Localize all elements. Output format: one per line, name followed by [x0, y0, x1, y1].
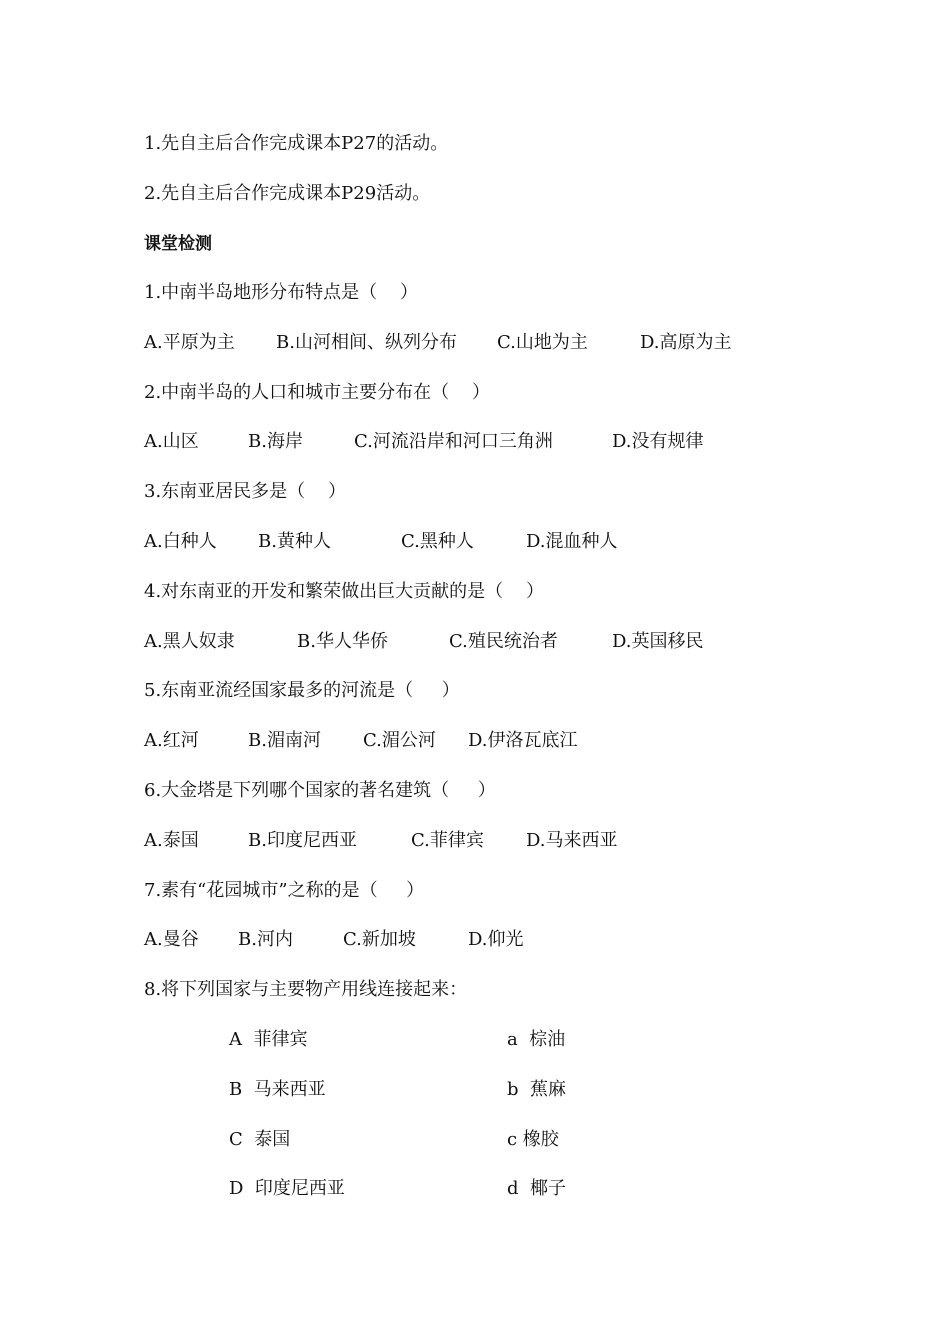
question-5-option-c: C.湄公河 — [363, 730, 436, 751]
question-3-option-a: A.白种人 — [144, 531, 217, 552]
matching-country-c: C 泰国 — [229, 1129, 291, 1150]
question-4-option-a: A.黑人奴隶 — [144, 631, 235, 652]
question-4-option-d: D.英国移民 — [612, 631, 704, 652]
question-7-option-b: B.河内 — [238, 929, 293, 950]
matching-country-d: D 印度尼西亚 — [229, 1178, 345, 1199]
question-6-option-a: A.泰国 — [144, 830, 199, 851]
question-3-option-b: B.黄种人 — [258, 531, 331, 552]
question-2-option-c: C.河流沿岸和河口三角洲 — [354, 431, 553, 452]
question-7-option-c: C.新加坡 — [343, 929, 416, 950]
question-2-option-a: A.山区 — [144, 431, 199, 452]
matching-product-c: c 橡胶 — [507, 1129, 559, 1150]
matching-product-b: b 蕉麻 — [507, 1079, 566, 1100]
matching-product-a: a 棕油 — [507, 1029, 566, 1050]
question-1-option-d: D.高原为主 — [640, 332, 732, 353]
question-2-stem: 2.中南半岛的人口和城市主要分布在（ ） — [144, 382, 491, 403]
question-6-option-b: B.印度尼西亚 — [248, 830, 357, 851]
matching-country-b: B 马来西亚 — [229, 1079, 326, 1100]
question-6-stem: 6.大金塔是下列哪个国家的著名建筑（ ） — [144, 780, 496, 801]
question-7-option-a: A.曼谷 — [144, 929, 199, 950]
section-title: 课堂检测 — [144, 234, 212, 254]
question-7-option-d: D.仰光 — [468, 929, 524, 950]
question-2-option-d: D.没有规律 — [612, 431, 704, 452]
question-6-option-c: C.菲律宾 — [411, 830, 484, 851]
activity-2: 2.先自主后合作完成课本P29活动。 — [144, 183, 431, 204]
question-3-stem: 3.东南亚居民多是（ ） — [144, 481, 347, 502]
question-3-option-d: D.混血种人 — [526, 531, 618, 552]
question-5-option-d: D.伊洛瓦底江 — [468, 730, 578, 751]
question-5-stem: 5.东南亚流经国家最多的河流是（ ） — [144, 680, 460, 701]
question-7-stem: 7.素有“花园城市”之称的是（ ） — [144, 880, 425, 901]
question-3-option-c: C.黑种人 — [401, 531, 474, 552]
matching-stem: 8.将下列国家与主要物产用线连接起来： — [144, 979, 468, 1000]
activity-1: 1.先自主后合作完成课本P27的活动。 — [144, 133, 449, 154]
question-5-option-a: A.红河 — [144, 730, 199, 751]
question-5-option-b: B.湄南河 — [248, 730, 321, 751]
question-1-option-c: C.山地为主 — [497, 332, 588, 353]
question-4-option-b: B.华人华侨 — [297, 631, 388, 652]
question-4-option-c: C.殖民统治者 — [449, 631, 558, 652]
question-4-stem: 4.对东南亚的开发和繁荣做出巨大贡献的是（ ） — [144, 581, 545, 602]
question-6-option-d: D.马来西亚 — [526, 830, 618, 851]
question-2-option-b: B.海岸 — [248, 431, 303, 452]
question-1-option-b: B.山河相间、纵列分布 — [276, 332, 457, 353]
question-1-option-a: A.平原为主 — [144, 332, 235, 353]
matching-product-d: d 椰子 — [507, 1178, 566, 1199]
matching-country-a: A 菲律宾 — [229, 1029, 308, 1050]
question-1-stem: 1.中南半岛地形分布特点是（ ） — [144, 282, 419, 303]
